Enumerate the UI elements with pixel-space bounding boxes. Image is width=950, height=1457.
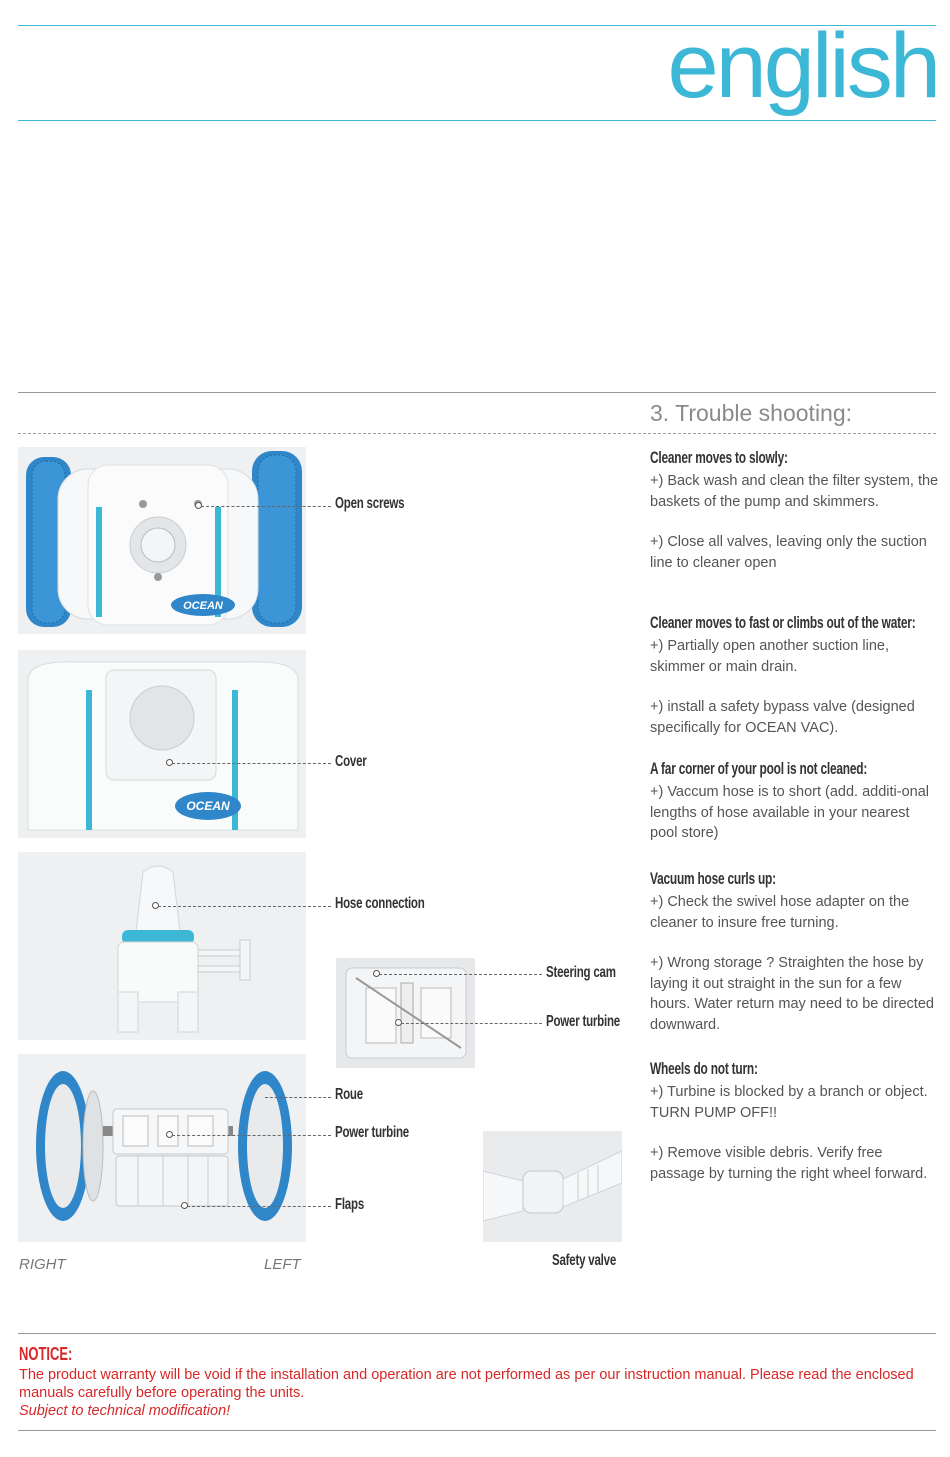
trouble-item: +) Remove visible debris. Verify free passage by turning the right wheel forward. (650, 1145, 928, 1182)
callout-line-power-turbine-top (401, 1023, 542, 1024)
callout-power-turbine-top: Power turbine (546, 1013, 621, 1030)
header-bottom-rule (18, 120, 936, 121)
safety-valve-photo (483, 1131, 622, 1242)
trouble-block-4 (650, 869, 940, 1035)
trouble-heading: Wheels do not turn: (650, 1059, 758, 1078)
notice-top-rule (18, 1333, 936, 1334)
language-title: english (667, 15, 938, 117)
trouble-block-1 (650, 448, 940, 573)
trouble-heading: Cleaner moves to slowly: (650, 448, 788, 467)
callout-flaps: Flaps (335, 1196, 365, 1213)
trouble-item: +) Vaccum hose is to short (add. additi-onal lengths of hose available in your nearest pool store) (650, 784, 929, 841)
cleaner-cover-photo (18, 650, 306, 838)
svg-text:OCEAN: OCEAN (183, 600, 223, 612)
trouble-heading: A far corner of your pool is not cleaned: (650, 759, 868, 778)
trouble-item: +) install a safety bypass valve (designed specifically for OCEAN VAC). (650, 699, 915, 736)
callout-hose-connection: Hose connection (335, 895, 425, 912)
trouble-item: +) Turbine is blocked by a branch or object. TURN PUMP OFF!! (650, 1084, 928, 1121)
callout-line-hose-connection (158, 906, 331, 907)
cleaner-top-photo (18, 447, 306, 634)
callout-cover: Cover (335, 753, 367, 770)
callout-line-roue (265, 1097, 331, 1098)
trouble-block-5 (650, 1059, 940, 1184)
callout-power-turbine: Power turbine (335, 1124, 410, 1141)
trouble-item: +) Partially open another suction line, skimmer or main drain. (650, 638, 889, 675)
callout-safety-valve: Safety valve (552, 1252, 617, 1269)
side-label-left: LEFT (264, 1256, 301, 1273)
callout-roue: Roue (335, 1086, 363, 1103)
exploded-view-photo (18, 1054, 306, 1242)
callout-open-screws: Open screws (335, 495, 405, 512)
hose-connection-photo (18, 852, 306, 1040)
notice-bottom-rule (18, 1430, 936, 1431)
trouble-item: +) Check the swivel hose adapter on the cleaner to insure free turning. (650, 894, 910, 931)
trouble-item: +) Wrong storage ? Straighten the hose by laying it out straight in the sun for a few hours. Water return may need to be directed downward. (650, 955, 934, 1033)
callout-line-flaps (187, 1206, 331, 1207)
notice-text: The product warranty will be void if the installation and operation are not performed as per our instruction manual. Please read the enclosed manuals carefully before operating the units. (19, 1367, 914, 1401)
svg-text:OCEAN: OCEAN (186, 799, 230, 813)
callout-line-steering-cam (379, 974, 542, 975)
notice-subtext: Subject to technical modification! (19, 1403, 231, 1419)
section-dashed-rule (18, 433, 936, 434)
section-title: 3. Trouble shooting: (650, 400, 853, 426)
callout-line-cover (172, 763, 331, 764)
trouble-heading: Cleaner moves to fast or climbs out of the water: (650, 613, 916, 632)
section-rule (18, 392, 936, 393)
trouble-heading: Vacuum hose curls up: (650, 869, 776, 888)
callout-line-power-turbine (172, 1135, 331, 1136)
trouble-item: +) Close all valves, leaving only the suction line to cleaner open (650, 534, 927, 571)
trouble-item: +) Back wash and clean the filter system, the baskets of the pump and skimmers. (650, 473, 939, 510)
trouble-block-2 (650, 613, 940, 738)
trouble-block-3 (650, 759, 940, 844)
side-label-right: RIGHT (19, 1256, 66, 1273)
callout-line-open-screws (201, 506, 331, 507)
callout-steering-cam: Steering cam (546, 964, 616, 981)
notice-title: NOTICE: (19, 1344, 73, 1364)
